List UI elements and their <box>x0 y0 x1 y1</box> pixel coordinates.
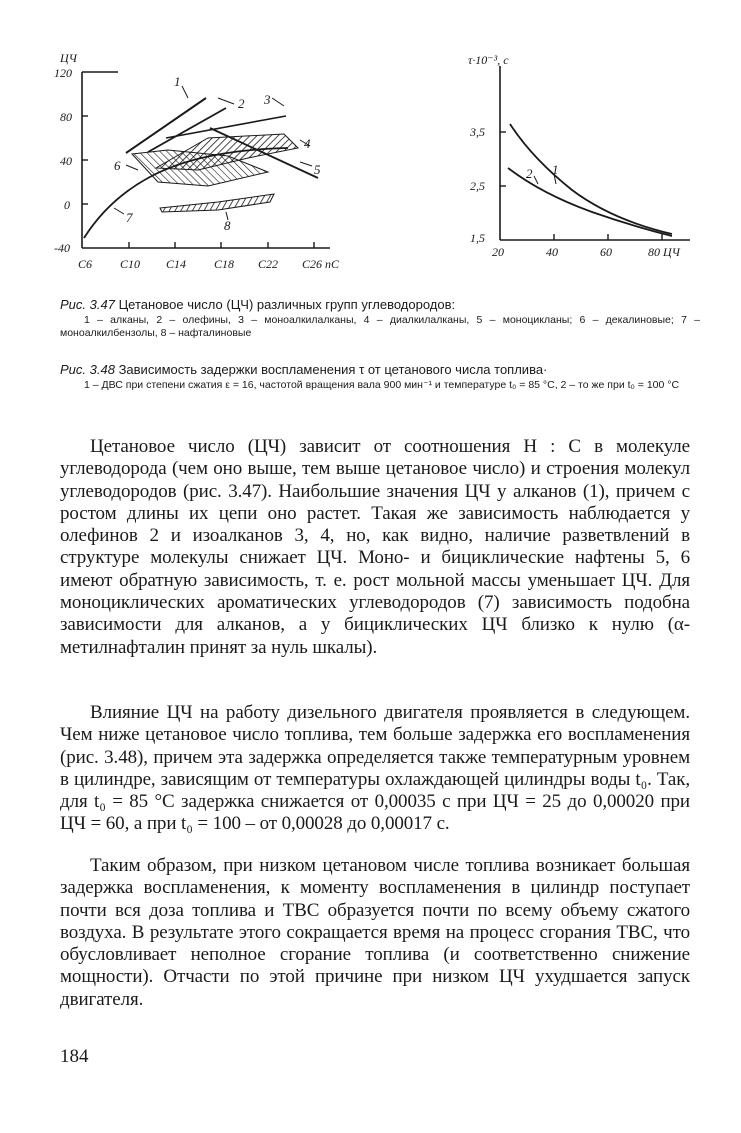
x-tick-label: C10 <box>120 257 141 271</box>
curve-label-2: 2 <box>238 96 245 111</box>
figure-3-47-legend: 1 – алканы, 2 – олефины, 3 – моноалкилалканы, 4 – диалкилалканы, 5 – моноцикланы; 6 – декалиновые; 7 – моноалкилбензолы, 8 – нафталиновые <box>60 314 700 339</box>
y-tick-label: 1,5 <box>470 231 485 245</box>
x-tick-label: 60 <box>600 245 612 259</box>
page-number: 184 <box>60 1046 89 1067</box>
band-8-naphthalenes <box>160 194 274 212</box>
y-tick-label: 120 <box>54 66 72 80</box>
curve-label-5: 5 <box>314 162 321 177</box>
curve-label-3: 3 <box>264 92 271 107</box>
x-tick-label: C18 <box>214 257 235 271</box>
caption-label: Рис. 3.48 <box>60 362 115 377</box>
figure-3-48-caption <box>60 362 700 378</box>
y-tick-label: 2,5 <box>470 179 485 193</box>
caption-label: Рис. 3.47 <box>60 297 115 312</box>
y-tick-label: 40 <box>60 154 72 168</box>
curve-label-1: 1 <box>552 162 559 177</box>
body-paragraph-2: Влияние ЦЧ на работу дизельного двигателя проявляется в следующем. Чем ниже цетановое число топлива, тем больше задержка его воспламенения (рис. 3.48), причем эта задержка определяется также температурным уровнем в цилиндре, зависящим от температуры охлаждающей цилиндры воды t₀. Так, для t₀ = 85 °C задержка снижается от 0,00035 с при ЦЧ = 25 до 0,00020 при ЦЧ = 60, а при t₀ = 100 – от 0,00028 до 0,00017 с. <box>60 702 690 835</box>
y-tick-label: 3,5 <box>470 125 485 139</box>
x-tick-label: C22 <box>258 257 279 271</box>
y-tick-label: 80 <box>60 110 72 124</box>
y-axis-label: τ·10⁻³, с <box>468 53 509 67</box>
x-tick-label: 80 ЦЧ <box>648 245 680 259</box>
caption-title: Зависимость задержки воспламенения τ от цетанового числа топлива· <box>118 362 548 377</box>
body-paragraph-1: Цетановое число (ЦЧ) зависит от соотношения Н : С в молекуле углеводорода (чем оно выше, тем выше цетановое число) и строения молекул углеводородов (рис. 3.47). Наибольшие значения ЦЧ у алканов (1), причем с ростом длины их цепи оно растет. Такая же зависимость наблюдается у олефинов 2 и изоалканов 3, 4, но, как видно, наличие разветвлений в структуре молекулы снижает ЦЧ. Моно- и бициклические нафтены 5, 6 имеют обратную зависимость, т. е. рост мольной массы уменьшает ЦЧ. Для моноциклических ароматических углеводородов (7) зависимость подобна зависимости для алканов, а у бициклических ЦЧ близко к нулю (α-метилнафталин принят за нуль шкалы). <box>60 436 690 658</box>
figure-3-47-caption <box>60 297 700 313</box>
body-paragraph-3: Таким образом, при низком цетановом числе топлива возникает большая задержка воспламенения, к моменту воспламенения в цилиндр поступает почти вся доза топлива и ТВС образуется почти по всему объему сжатого воздуха. В результате этого сокращается время на процесс сгорания ТВС, что обусловливает неполное сгорание топлива (и соответственно снижение мощности). Отчасти по этой причине при низком ЦЧ ухудшается запуск двигателя. <box>60 855 690 1010</box>
x-tick-label: C26 nC <box>302 257 340 271</box>
y-tick-label: 0 <box>64 198 70 212</box>
curve-label-8: 8 <box>224 218 231 233</box>
figure-3-48-chart <box>462 50 702 265</box>
curve-label-1: 1 <box>174 74 181 89</box>
x-tick-label: 40 <box>546 245 558 259</box>
y-axis-label: ЦЧ <box>60 51 77 65</box>
curve-label-4: 4 <box>304 136 311 151</box>
figure-3-47-chart <box>48 40 378 290</box>
curve-label-7: 7 <box>126 210 133 225</box>
curve-1-t0-85 <box>510 124 672 234</box>
x-tick-label: C14 <box>166 257 187 271</box>
x-tick-label: C6 <box>78 257 93 271</box>
curve-label-2: 2 <box>526 166 533 181</box>
curve-label-6: 6 <box>114 158 121 173</box>
caption-title: Цетановое число (ЦЧ) различных групп углеводородов: <box>118 297 456 312</box>
x-tick-label: 20 <box>492 245 504 259</box>
figure-3-48-legend: 1 – ДВС при степени сжатия ε = 16, частотой вращения вала 900 мин⁻¹ и температуре t₀ = 85 °C, 2 – то же при t₀ = 100 °C <box>84 379 680 391</box>
y-tick-label: -40 <box>54 241 70 255</box>
